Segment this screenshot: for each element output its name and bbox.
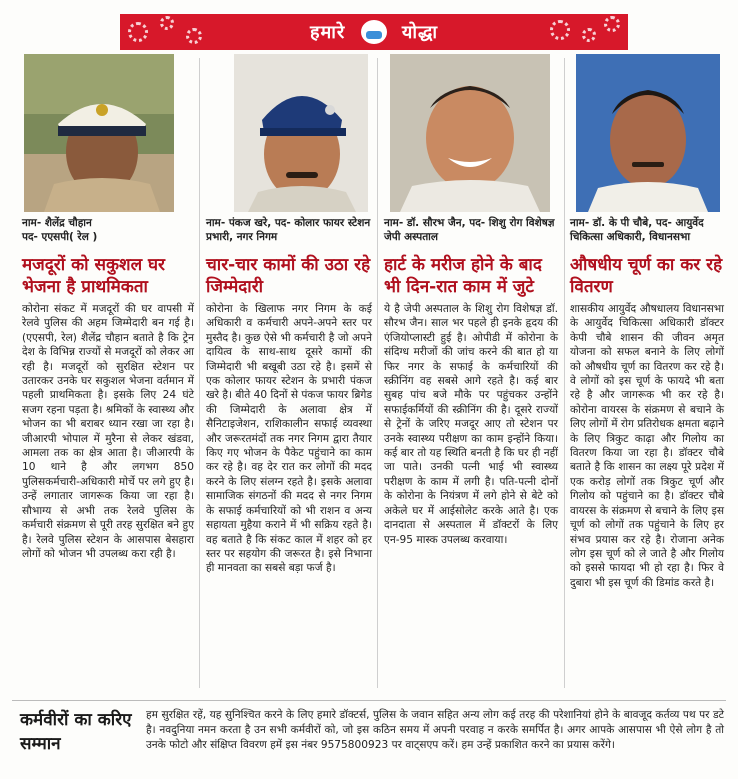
profile-photo [234, 54, 368, 212]
police-officer-portrait-icon [24, 54, 174, 212]
profile-photo [576, 54, 720, 212]
profile-headline: चार-चार कामों की उठा रहे जिम्मेदारी [206, 255, 371, 297]
profile-caption: नाम- शैलेंद्र चौहान पद- एएसपी( रेल ) [22, 217, 98, 243]
banner-title [120, 20, 628, 44]
profile-caption: नाम- डॉ. के पी चौबे, पद- आयुर्वेद चिकित्सा अधिकारी, विधानसभा [570, 217, 704, 243]
banner-left-text: हमारे [309, 22, 346, 43]
column-divider [377, 58, 378, 688]
section-banner [120, 14, 628, 50]
profile-column-3 [384, 54, 558, 696]
profile-column-4 [570, 54, 724, 696]
footer-body: हम सुरक्षित रहें, यह सुनिश्चित करने के लिए हमारे डॉक्टर्स, पुलिस के जवान सहित अन्य लोग कई तरह की परेशानियां होने के बावजूद कर्तव्य पथ पर डटे है। नवदुनिया नमन करता है उन सभी कर्मवीरों को, जो इस कठिन समय में अपनी परवाह न करके समर्पित है। अगर आपके आसपास भी ऐसे लोग है तो उनके फोटो और संक्षिप्त विवरण हमें इस नंबर 9575800923 पर वाट्सएप करें। हम उन्हें प्रकाशित करने का प्रयास करेंगे। [146, 709, 724, 751]
column-divider [199, 58, 200, 688]
profile-body: ये है जेपी अस्पताल के शिशु रोग विशेषज्ञ डॉ. सौरभ जैन। साल भर पहले ही इनके हृदय की एंजियोप्लास्टी हुई है। ओपीडी में कोरोना के संदिग्ध मरीजों की जांच करने की बात हो या फिर नगर के सफाई के कर्मचारियों की स्क्रीनिंग वह सबसे आगे रहते है। कई बार सुबह पांच बजे मौके पर पहुंचकर उन्होंने सफाईकर्मियों की स्क्रीनिंग की है। दूसरे राज्यों से ट्रेनों के जरिए मजदूर आए तो स्टेशन पर उनके स्वास्थ्य परीक्षण का काम इन्होंने किया। कई बार तो यह स्थिति बनती है कि घर ही नहीं जा पाते। उनकी पत्नी भाई भी स्वास्थ्य परीक्षण के काम में लगी है। पति-पत्नी दोनों के कोरोना के नियंत्रण में लगे होने से बेटे को अकेले घर में आईसोलेट करके आते है। एक दानदाता से अस्पताल में डॉक्टरों के लिए एन-95 मास्क उपलब्ध करवाया। [384, 303, 558, 546]
doctor-portrait-icon [390, 54, 550, 212]
column-divider [564, 58, 565, 688]
face-mask-icon [361, 20, 387, 44]
profile-headline: मजदूरों को सकुशल घर भेजना है प्राथमिकता [22, 255, 166, 297]
profile-photo [24, 54, 174, 212]
profile-headline: औषधीय चूर्ण का कर रहे वितरण [570, 255, 723, 297]
profile-column-2 [206, 54, 372, 696]
profile-caption: नाम- पंकज खरे, पद- कोलार फायर स्टेशन प्रभारी, नगर निगम [206, 217, 371, 243]
profile-caption: नाम- डॉ. सौरभ जैन, पद- शिशु रोग विशेषज्ञ जेपी अस्पताल [384, 217, 555, 243]
profile-column-1 [22, 54, 194, 696]
profile-body: शासकीय आयुर्वेद औषधालय विधानसभा के आयुर्वेद चिकित्सा अधिकारी डॉक्टर केपी चौबे शासन की जीवन अमृत योजना को सफल बनाने के लिए लोगों को औषधीय चूर्ण का वितरण कर रहे है। वे लोगों को इस चूर्ण के फायदे भी बता रहे है और जागरूक भी कर रहे है। कोरोना वायरस के संक्रमण से बचाने के लिए लोगों में रोग प्रतिरोधक क्षमता बढ़ाने के लिए त्रिकुट काढ़ा और गिलोय का वितरण किया जा रहा है। डॉक्टर चौबे बताते है कि शासन का लक्ष्य पूरे प्रदेश में एक करोड़ लोगों तक त्रिकुट चूर्ण और गिलोय को पहुंचाने का है। डॉक्टर चौबे वायरस के संक्रमण से बचाने के लिए इस चूर्ण को लोगों तक पहुंचाने के लिए हर संभव प्रयास कर रहे है। रोजाना अनेक लोग इस चूर्ण को ले जाते है और गिलोय को इससे फायदा भी हो रहा है। फिर वे दुबारा भी इस चूर्ण की डिमांड करते है। [570, 303, 724, 589]
footer-title: कर्मवीरों का करिए सम्मान [20, 710, 132, 754]
ayurveda-officer-portrait-icon [576, 54, 720, 212]
banner-right-text: योद्धा [401, 22, 439, 43]
profile-headline: हार्ट के मरीज होने के बाद भी दिन-रात काम में जुटे [384, 255, 542, 297]
footer-divider [12, 700, 726, 701]
profile-body: कोरोना के खिलाफ नगर निगम के कई अधिकारी व कर्मचारी अपने-अपने स्तर पर मुस्तैद है। कुछ ऐसे भी कर्मचारी है जो अपने दायित्व के साथ-साथ दूसरे कामों की जिम्मेदारी भी बखूबी उठा रहे है। इसमें से एक कोलार फायर स्टेशन के प्रभारी पंकज खरे है। बीते 40 दिनों से पंकज फायर ब्रिगेड की जिम्मेदारी के अलावा क्षेत्र में सैनिटाइजेशन, राशिकालीन सफाई व्यवस्था और जरूरतमंदों तक नगर निगम द्वारा तैयार किए गए भोजन के पैकेट पहुंचाने का काम कर रहे है। वह देर रात कर लोगों की मदद करने के लिए संलग्न रहते है। इसके अलावा सामाजिक संगठनों की मदद से नगर निगम के सफाई कर्मचारियों को भी राशन व अन्य सहायता मुहैया कराने में भी सक्रिय रहते है। वह बताते है कि संकट काल में शहर को हर स्तर पर सहयोग की जरूरत है। इसे निभाना ही मानवता का सबसे बड़ा फर्ज है। [206, 303, 372, 575]
profile-body: कोरोना संकट में मजदूरों की घर वापसी में रेलवे पुलिस की अहम जिम्मेदारी बन गई है। (एएसपी, रेल) शैलेंद्र चौहान बताते है कि ट्रेन देश के विभिन्न राज्यों से मजदूरों को लेकर आ रही है। मजदूरों को सुरक्षित स्टेशन पर उतारकर उनके घर सकुशल भेजना वर्तमान में पहली प्राथमिकता है। इसके लिए 24 घंटे सजग रहना पड़ता है। श्रमिकों के स्वास्थ्य और भोजन का भी बराबर ध्यान रखा जा रहा है। जीआरपी भोपाल में मुरैना से लेकर खंडवा, आमला तक का क्षेत्र आता है। जीआरपी के 10 थाने है और लगभग 850 पुलिसकर्मचारी-अधिकारी मोर्चे पर लगे हुए है। उन्हें लगातार जागरूक किया जा रहा है। सौभाग्य से अभी तक रेलवे पुलिस के कर्मचारी संक्रमण से पूरी तरह सुरक्षित बने हुए है। रेलवे पुलिस स्टेशन के आसपास बेसहारा लोगों को भोजन भी उपलब्ध करा रही है। [22, 303, 194, 560]
profile-photo [390, 54, 550, 212]
fire-officer-portrait-icon [234, 54, 368, 212]
